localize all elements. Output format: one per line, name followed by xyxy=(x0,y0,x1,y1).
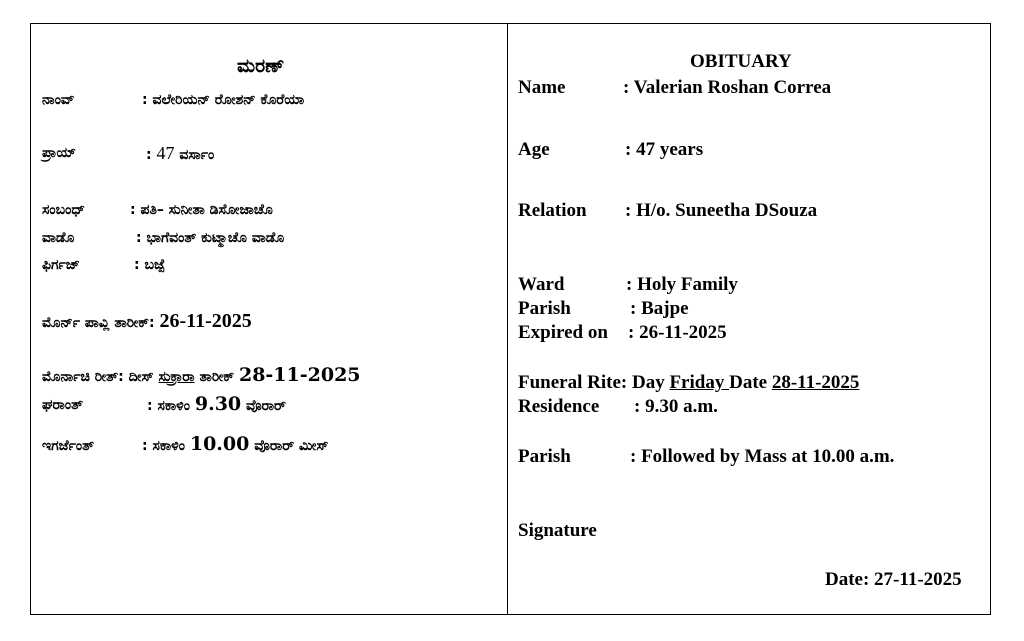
kannada-residence-time: 9.30 xyxy=(194,393,242,415)
column-divider xyxy=(507,23,508,615)
english-funeral-day: Friday xyxy=(669,372,730,393)
kannada-church-suffix: ವೊರಾರ್ ಮೀಸ್ xyxy=(249,438,329,454)
english-funeral-line xyxy=(518,372,859,394)
kannada-name-value: : ವಲೇರಿಯನ್ ರೋಶನ್ ಕೊರೆಯಾ xyxy=(142,92,305,108)
english-funeral-prefix: Funeral Rite: Day xyxy=(518,372,670,393)
kannada-age-unit: ವರ್ಸಾಂ xyxy=(174,147,215,163)
kannada-death-line xyxy=(42,310,252,333)
english-residence-value: : 9.30 a.m. xyxy=(634,396,718,417)
kannada-funeral-date: 28-11-2025 xyxy=(238,364,361,386)
kannada-relation-value: : ಪತಿ– ಸುನೀತಾ ಡಿಸೋಜಾಚೊ xyxy=(130,202,273,218)
english-parish-value: : Bajpe xyxy=(630,298,689,319)
kannada-parish-value: : ಬಜ್ಪೆ xyxy=(134,257,165,273)
english-expired-value: : 26-11-2025 xyxy=(628,322,727,343)
english-ward-value: : Holy Family xyxy=(626,274,738,295)
kannada-ward-label: ವಾಡೊ xyxy=(42,230,75,246)
kannada-church-label: ಇಗರ್ಜೆಂತ್ xyxy=(42,438,95,454)
kannada-age-number: 47 xyxy=(156,143,175,163)
english-funeral-date-label: Date xyxy=(729,372,772,393)
kannada-church-prefix: : ಸಕಾಳಿಂ xyxy=(142,438,190,454)
english-relation-label: Relation xyxy=(518,200,587,221)
kannada-church-time: 10.00 xyxy=(189,433,250,455)
english-name-label: Name xyxy=(518,77,566,98)
kannada-funeral-date-label: ತಾರೀಕ್ xyxy=(194,369,239,385)
kannada-funeral-day: ಸುಕ್ರಾರಾ xyxy=(158,369,195,385)
kannada-age-colon: : xyxy=(146,147,157,163)
english-ward-label: Ward xyxy=(518,274,565,295)
kannada-age-label: ಪ್ರಾಯ್ xyxy=(42,145,77,161)
english-expired-label: Expired on xyxy=(518,322,608,343)
english-parish-label: Parish xyxy=(518,298,571,319)
english-date-label: Date: 27-11-2025 xyxy=(825,569,962,590)
kannada-title: ಮರಣ್ xyxy=(237,55,285,77)
kannada-church-value xyxy=(142,433,328,455)
kannada-parish-label: ಫಿರ್ಗಜ್ xyxy=(42,257,80,273)
kannada-residence-value xyxy=(147,393,286,415)
english-age-value: : 47 years xyxy=(625,139,704,160)
english-name-value: : Valerian Roshan Correa xyxy=(623,77,832,98)
kannada-residence-prefix: : ಸಕಾಳಿಂ xyxy=(147,398,195,414)
english-age-label: Age xyxy=(518,139,550,160)
kannada-residence-label: ಘರಾಂತ್ xyxy=(42,397,84,413)
english-title: OBITUARY xyxy=(690,51,792,72)
english-parish2-value: : Followed by Mass at 10.00 a.m. xyxy=(630,446,895,467)
kannada-ward-value: : ಭಾಗೆವಂತ್ ಕುಟ್ಮಾಚೊ ವಾಡೊ xyxy=(136,230,285,246)
kannada-age-value xyxy=(146,143,214,164)
english-funeral-date: 28-11-2025 xyxy=(771,372,860,393)
kannada-funeral-label: ಮೊರ್ನಾಚಿ ರೀತ್: ದೀಸ್ xyxy=(42,369,159,385)
kannada-death-date: 26-11-2025 xyxy=(159,310,252,332)
kannada-death-label: ಮೊರ್ನ್ ಪಾವ್ಲಿ ತಾರೀಕ್: xyxy=(42,315,160,331)
kannada-name-label: ನಾಂವ್ xyxy=(42,92,75,108)
kannada-relation-label: ಸಂಬಂಧ್ xyxy=(42,202,85,218)
kannada-funeral-line xyxy=(42,364,361,386)
english-residence-label: Residence xyxy=(518,396,600,417)
english-signature-label: Signature xyxy=(518,520,597,541)
english-parish2-label: Parish xyxy=(518,446,571,467)
kannada-residence-suffix: ವೊರಾರ್ xyxy=(241,398,286,414)
english-relation-value: : H/o. Suneetha DSouza xyxy=(625,200,818,221)
